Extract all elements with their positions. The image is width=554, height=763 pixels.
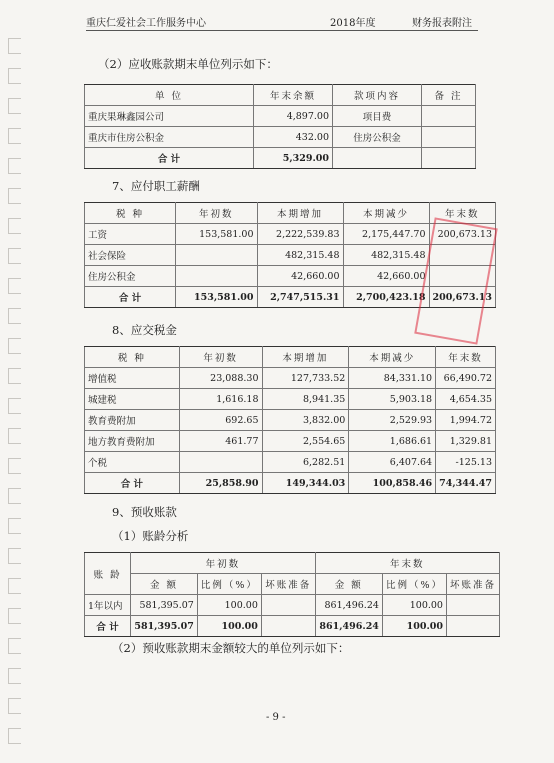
table-row <box>85 127 476 148</box>
table-cell: 2,529.93 <box>349 410 436 431</box>
table-cell: -125.13 <box>436 452 496 473</box>
table-header-cell: 本期减少 <box>343 203 429 224</box>
table-cell: 合 计 <box>85 287 176 308</box>
table-cell: 4,897.00 <box>254 106 333 127</box>
table-cell <box>261 616 315 637</box>
table-cell: 100,858.46 <box>349 473 436 494</box>
table-cell: 1,616.18 <box>179 389 262 410</box>
table-cell <box>176 266 257 287</box>
page-number: - 9 - <box>266 712 286 723</box>
table-cell: 482,315.48 <box>343 245 429 266</box>
table-cell: 2,747,515.31 <box>257 287 343 308</box>
table-cell: 153,581.00 <box>176 224 257 245</box>
table-header-cell: 本期减少 <box>349 347 436 368</box>
table-cell: 个税 <box>85 452 180 473</box>
prepaid-table <box>84 552 500 637</box>
table-cell: 581,395.07 <box>131 595 198 616</box>
table-cell: 581,395.07 <box>131 616 198 637</box>
table-cell: 200,673.13 <box>429 287 496 308</box>
tax-table <box>84 346 496 494</box>
table-cell: 100.00 <box>197 616 261 637</box>
table-header-cell: 本期增加 <box>262 347 349 368</box>
table-cell: 2,554.65 <box>262 431 349 452</box>
table-cell: 社会保险 <box>85 245 176 266</box>
table-header-cell: 金 额 <box>315 574 382 595</box>
table-header-cell: 年末数 <box>315 553 499 574</box>
table-cell: 84,331.10 <box>349 368 436 389</box>
table-header-cell: 账 龄 <box>85 553 131 595</box>
table-cell: 合 计 <box>85 616 131 637</box>
header-org: 重庆仁爱社会工作服务中心 <box>86 18 206 29</box>
table-cell: 861,496.24 <box>315 616 382 637</box>
table-header-cell: 款项内容 <box>333 85 422 106</box>
table-header-cell: 年初数 <box>131 553 315 574</box>
table-cell: 3,832.00 <box>262 410 349 431</box>
table-cell: 1,329.81 <box>436 431 496 452</box>
table-cell: 住房公积金 <box>333 127 422 148</box>
table-cell: 461.77 <box>179 431 262 452</box>
table-cell: 增值税 <box>85 368 180 389</box>
table-cell: 4,654.35 <box>436 389 496 410</box>
recv-table <box>84 84 476 169</box>
table-row <box>85 389 496 410</box>
prepaid-note: （2）预收账款期末金额较大的单位列示如下： <box>112 641 350 655</box>
table-header-cell: 年末数 <box>436 347 496 368</box>
table-cell: 项目费 <box>333 106 422 127</box>
prepaid-subtitle: （1）账龄分析 <box>112 529 189 543</box>
table-cell: 127,733.52 <box>262 368 349 389</box>
table-row <box>85 431 496 452</box>
table-cell: 100.00 <box>382 595 446 616</box>
table-row <box>85 452 496 473</box>
table-cell: 482,315.48 <box>257 245 343 266</box>
table-cell: 6,282.51 <box>262 452 349 473</box>
table-cell: 1,994.72 <box>436 410 496 431</box>
table-cell: 861,496.24 <box>315 595 382 616</box>
table-cell <box>179 452 262 473</box>
table-cell: 2,175,447.70 <box>343 224 429 245</box>
table-cell: 42,660.00 <box>257 266 343 287</box>
table-header-cell: 本期增加 <box>257 203 343 224</box>
recv-title: （2）应收账款期末单位列示如下： <box>98 57 278 71</box>
header-year: 2018年度 <box>330 18 376 29</box>
table-header-cell: 比例（%） <box>197 574 261 595</box>
table-cell: 432.00 <box>254 127 333 148</box>
table-cell: 100.00 <box>197 595 261 616</box>
table-cell: 692.65 <box>179 410 262 431</box>
table-cell: 8,941.35 <box>262 389 349 410</box>
table-cell: 200,673.13 <box>429 224 496 245</box>
table-header-cell: 税 种 <box>85 347 180 368</box>
table-cell: 6,407.64 <box>349 452 436 473</box>
table-cell: 工资 <box>85 224 176 245</box>
table-cell: 合 计 <box>85 473 180 494</box>
table-total-row <box>85 473 496 494</box>
table-cell <box>422 106 476 127</box>
table-header-cell: 年初数 <box>176 203 257 224</box>
table-header-cell: 坏账准备 <box>446 574 499 595</box>
table-cell: 重庆果琳鑫园公司 <box>85 106 254 127</box>
table-cell: 2,700,423.18 <box>343 287 429 308</box>
table-header-cell: 税 种 <box>85 203 176 224</box>
binding-holes <box>0 0 28 763</box>
table-cell: 25,858.90 <box>179 473 262 494</box>
table-cell: 地方教育费附加 <box>85 431 180 452</box>
table-header-cell: 年初数 <box>179 347 262 368</box>
table-cell: 1年以内 <box>85 595 131 616</box>
table-header-cell: 单 位 <box>85 85 254 106</box>
table-header-cell: 比例（%） <box>382 574 446 595</box>
table-cell: 5,903.18 <box>349 389 436 410</box>
table-cell <box>446 616 499 637</box>
table-cell: 23,088.30 <box>179 368 262 389</box>
table-header-cell: 金 额 <box>131 574 198 595</box>
table-cell: 住房公积金 <box>85 266 176 287</box>
table-cell <box>261 595 315 616</box>
tax-title: 8、应交税金 <box>112 323 177 337</box>
table-cell: 教育费附加 <box>85 410 180 431</box>
table-cell: 149,344.03 <box>262 473 349 494</box>
table-cell: 2,222,539.83 <box>257 224 343 245</box>
table-row <box>85 410 496 431</box>
table-cell: 100.00 <box>382 616 446 637</box>
table-row <box>85 368 496 389</box>
table-header-cell: 坏账准备 <box>261 574 315 595</box>
table-cell: 153,581.00 <box>176 287 257 308</box>
table-cell <box>422 127 476 148</box>
table-header-cell: 年末数 <box>429 203 496 224</box>
table-cell <box>422 148 476 169</box>
table-cell: 42,660.00 <box>343 266 429 287</box>
table-row <box>85 106 476 127</box>
table-cell: 合 计 <box>85 148 254 169</box>
table-cell: 城建税 <box>85 389 180 410</box>
table-header-cell: 年末余额 <box>254 85 333 106</box>
table-total-row <box>85 616 500 637</box>
table-cell: 74,344.47 <box>436 473 496 494</box>
table-cell: 66,490.72 <box>436 368 496 389</box>
table-row <box>85 595 500 616</box>
salary-title: 7、应付职工薪酬 <box>112 179 200 193</box>
table-total-row <box>85 148 476 169</box>
table-cell: 5,329.00 <box>254 148 333 169</box>
prepaid-title: 9、预收账款 <box>112 505 177 519</box>
table-cell <box>176 245 257 266</box>
header-doc: 财务报表附注 <box>412 18 472 29</box>
page-header <box>86 10 478 31</box>
table-cell: 1,686.61 <box>349 431 436 452</box>
table-cell <box>446 595 499 616</box>
table-cell: 重庆市住房公积金 <box>85 127 254 148</box>
table-cell <box>333 148 422 169</box>
table-header-cell: 备 注 <box>422 85 476 106</box>
